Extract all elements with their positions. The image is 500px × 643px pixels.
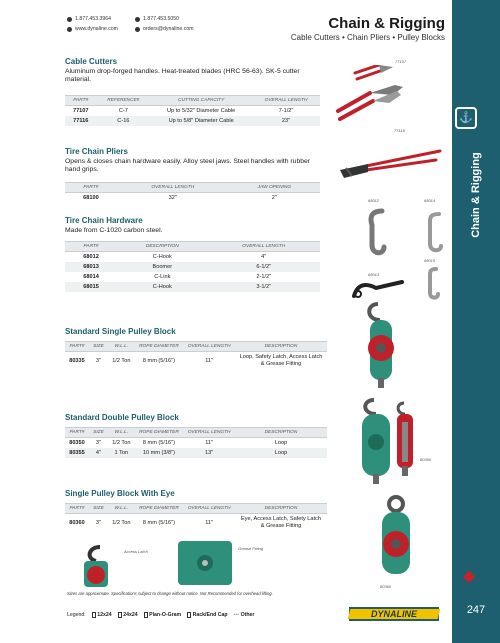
cable-cutter-label-1: 77107 <box>395 59 407 64</box>
tire-chain-hardware-desc: Made from C-1020 carbon steel. <box>65 227 163 234</box>
website-text[interactable]: www.dynaline.com <box>75 26 118 32</box>
legend-item-rack-end-cap: Rack/End Cap <box>187 612 227 618</box>
col-header: PART# <box>65 342 89 352</box>
table-cell: 11" <box>205 439 213 446</box>
col-header: SIZE <box>89 428 108 438</box>
hardware-label-68013: 68013 <box>368 272 380 277</box>
tire-chain-hardware-table <box>65 241 320 292</box>
col-header: ROPE DIAMETER <box>135 428 184 438</box>
part-number: 77116 <box>65 116 96 126</box>
phone-icon <box>67 17 72 22</box>
part-number: 77107 <box>72 107 89 114</box>
sidebar <box>452 0 500 643</box>
table-cell: 3" <box>95 357 102 364</box>
table-row <box>65 116 320 126</box>
cable-cutters-desc: Aluminum drop-forged handles. Heat-treated blades (HRC 56-63). SK-5 cutter material. <box>65 68 300 84</box>
sidebar-label: Chain & Rigging <box>470 152 482 238</box>
part-number: 80360 <box>69 519 85 526</box>
table-cell: Eye, Access Latch, Safety Latch & Grease Fitting <box>241 516 321 529</box>
table-row <box>65 514 327 532</box>
col-header: REFERENCE# <box>96 96 150 106</box>
single-pulley-table <box>65 341 327 370</box>
col-header: SIZE <box>89 342 108 352</box>
table-cell: 11" <box>205 357 213 364</box>
maple-leaf-icon <box>461 569 477 585</box>
table-header <box>65 428 327 438</box>
col-header: ROPE DIAMETER <box>135 342 184 352</box>
table-cell: Up to 5/8" Diameter Cable <box>150 116 252 126</box>
col-header: OVERALL LENGTH <box>207 242 320 252</box>
col-header: DESCRIPTION <box>235 342 327 352</box>
table-cell: 7-1/2" <box>278 107 294 114</box>
tire-chain-pliers-table <box>65 182 320 203</box>
fax-icon <box>135 17 140 22</box>
legend-item-planogram: Plan-O-Gram <box>144 612 182 618</box>
part-number: 68014 <box>83 273 99 280</box>
table-cell: 23" <box>252 116 320 126</box>
legend <box>67 612 254 618</box>
email-text[interactable]: orders@dynaline.com <box>143 26 194 32</box>
eye-pulley-label: 80360 <box>380 584 392 589</box>
table-cell: 1/2 Ton <box>112 357 131 364</box>
table-cell: 6-1/2" <box>207 262 320 272</box>
table-header <box>65 342 327 352</box>
single-pulley-image <box>356 300 406 390</box>
tire-chain-pliers-image <box>338 148 443 188</box>
square-icon <box>118 612 122 618</box>
tire-chain-pliers-desc: Opens & closes chain hardware easily. Alloy steel jaws. Steel handles with rubber hand grips. <box>65 158 311 174</box>
table-cell: 3-1/2" <box>207 282 320 292</box>
table-row <box>65 272 320 282</box>
single-pulley-title: Standard Single Pulley Block <box>65 327 176 336</box>
globe-icon <box>67 27 72 32</box>
part-number: 80355 <box>65 448 89 458</box>
eye-pulley-table <box>65 503 327 532</box>
brand-name: DYNALINE <box>370 609 417 619</box>
hardware-label-68012: 68012 <box>368 198 380 203</box>
tire-chain-pliers-title: Tire Chain Pliers <box>65 147 128 156</box>
table-cell: 8 mm (5/16") <box>142 357 176 364</box>
legend-label: Legend: <box>67 612 86 618</box>
website[interactable] <box>67 26 118 32</box>
boomer-image <box>350 278 408 300</box>
legend-item-12x24: 12x24 <box>92 612 112 618</box>
table-cell: Loop, Safety Latch, Access Latch & Grease Fitting <box>239 354 323 367</box>
table-cell: 10 mm (3/8") <box>135 448 184 458</box>
square-icon <box>144 612 148 618</box>
eye-pulley-image <box>368 494 423 584</box>
col-header: W.L.L. <box>108 342 135 352</box>
table-row <box>65 193 320 203</box>
table-row <box>65 282 320 292</box>
col-header: OVERALL LENGTH <box>252 96 320 106</box>
col-header: OVERALL LENGTH <box>183 342 235 352</box>
cable-cutters-title: Cable Cutters <box>65 57 118 66</box>
col-header: OVERALL LENGTH <box>117 183 229 193</box>
col-header: PART# <box>65 96 96 106</box>
table-row <box>65 252 320 262</box>
table-header <box>65 183 320 193</box>
table-cell: 2" <box>271 194 277 201</box>
col-header: DESCRIPTION <box>235 428 327 438</box>
table-cell: C-16 <box>96 116 150 126</box>
tire-chain-hardware-title: Tire Chain Hardware <box>65 216 143 225</box>
table-cell: 8 mm (5/16") <box>142 519 176 526</box>
square-icon <box>187 612 191 618</box>
col-header: W.L.L. <box>108 504 135 514</box>
col-header: DESCRIPTION <box>117 242 207 252</box>
table-cell: 32" <box>168 194 177 201</box>
dots-icon: ◦◦◦ <box>233 612 240 618</box>
square-icon <box>92 612 96 618</box>
part-number: 68100 <box>83 194 99 201</box>
cable-cutters-table <box>65 95 320 126</box>
col-header: JAW OPENING <box>229 183 320 193</box>
access-latch-label: Access Latch <box>124 549 148 554</box>
hardware-label-68014: 68014 <box>424 198 436 203</box>
access-latch-detail-image <box>70 541 116 589</box>
page-number: 247 <box>466 604 486 616</box>
eye-pulley-title: Single Pulley Block With Eye <box>65 489 175 498</box>
grease-fitting-label: Grease Fitting <box>238 546 264 551</box>
table-cell: 13" <box>183 448 235 458</box>
part-number: 68015 <box>65 282 117 292</box>
table-cell: 1/2 Ton <box>112 519 131 526</box>
table-cell: 8 mm (5/16") <box>142 439 176 446</box>
table-row <box>65 106 320 116</box>
table-cell: 11" <box>205 519 213 526</box>
page-subtitle: Cable Cutters • Chain Pliers • Pulley Blocks <box>290 33 445 42</box>
legend-item-24x24: 24x24 <box>118 612 138 618</box>
c-hook-image <box>366 205 388 260</box>
hook-icon: ⚓ <box>455 107 477 129</box>
c-hook-small-image <box>427 266 441 302</box>
table-row <box>65 352 327 370</box>
col-header: CUTTING CAPACITY <box>150 96 252 106</box>
table-cell: 4" <box>89 448 108 458</box>
table-cell: Boomer <box>117 262 207 272</box>
c-link-image <box>427 210 445 255</box>
col-header: OVERALL LENGTH <box>183 428 235 438</box>
col-header: PART# <box>65 504 89 514</box>
col-header: PART# <box>65 428 89 438</box>
table-row <box>65 448 327 458</box>
double-pulley-red-image <box>390 400 420 480</box>
email[interactable] <box>135 26 194 32</box>
table-cell: C-7 <box>118 107 128 114</box>
phone-1 <box>67 16 111 22</box>
table-cell: 1/2 Ton <box>112 439 131 446</box>
part-number: 68012 <box>83 253 99 260</box>
page-title: Chain & Rigging <box>328 15 445 32</box>
part-number: 80335 <box>69 357 85 364</box>
cable-cutter-label-2: 77116 <box>394 128 405 133</box>
phone-1-text: 1.877.453.3964 <box>75 16 112 22</box>
disclaimer-note: Sizes are approximate. Specifications subject to change without notice. Not Recommended for overhead lifting. <box>67 591 273 596</box>
table-cell: 3" <box>95 439 102 446</box>
hardware-label-68015: 68015 <box>424 258 436 263</box>
table-cell: Loop <box>274 439 288 446</box>
table-cell: 1 Ton <box>108 448 135 458</box>
double-pulley-table <box>65 427 327 458</box>
table-cell: Loop <box>235 448 327 458</box>
cable-cutter-image <box>335 65 410 135</box>
table-header <box>65 504 327 514</box>
legend-item-other: ◦◦◦ Other <box>233 612 255 618</box>
col-header: PART# <box>65 183 117 193</box>
col-header: SIZE <box>89 504 108 514</box>
col-header: PART# <box>65 242 117 252</box>
email-icon <box>135 27 140 32</box>
table-cell: 4" <box>261 253 267 260</box>
table-cell: Up to 5/32" Diameter Cable <box>167 107 236 114</box>
grease-fitting-detail-image <box>178 541 232 585</box>
table-header <box>65 242 320 252</box>
double-pulley-title: Standard Double Pulley Block <box>65 413 179 422</box>
phone-2-text: 1.877.453.5050 <box>143 16 180 22</box>
col-header: W.L.L. <box>108 428 135 438</box>
col-header: OVERALL LENGTH <box>183 504 235 514</box>
table-cell: C-Link <box>154 273 171 280</box>
phone-2 <box>135 16 179 22</box>
double-pulley-label: 80350 <box>420 457 432 462</box>
table-cell: 2-1/2" <box>256 273 272 280</box>
col-header: ROPE DIAMETER <box>135 504 184 514</box>
table-row <box>65 438 327 448</box>
table-cell: 3" <box>95 519 102 526</box>
part-number: 80350 <box>69 439 85 446</box>
brand-logo <box>349 607 439 621</box>
part-number: 68013 <box>65 262 117 272</box>
table-header <box>65 96 320 106</box>
table-cell: C-Hook <box>152 253 172 260</box>
col-header: DESCRIPTION <box>235 504 327 514</box>
table-row <box>65 262 320 272</box>
table-cell: C-Hook <box>117 282 207 292</box>
